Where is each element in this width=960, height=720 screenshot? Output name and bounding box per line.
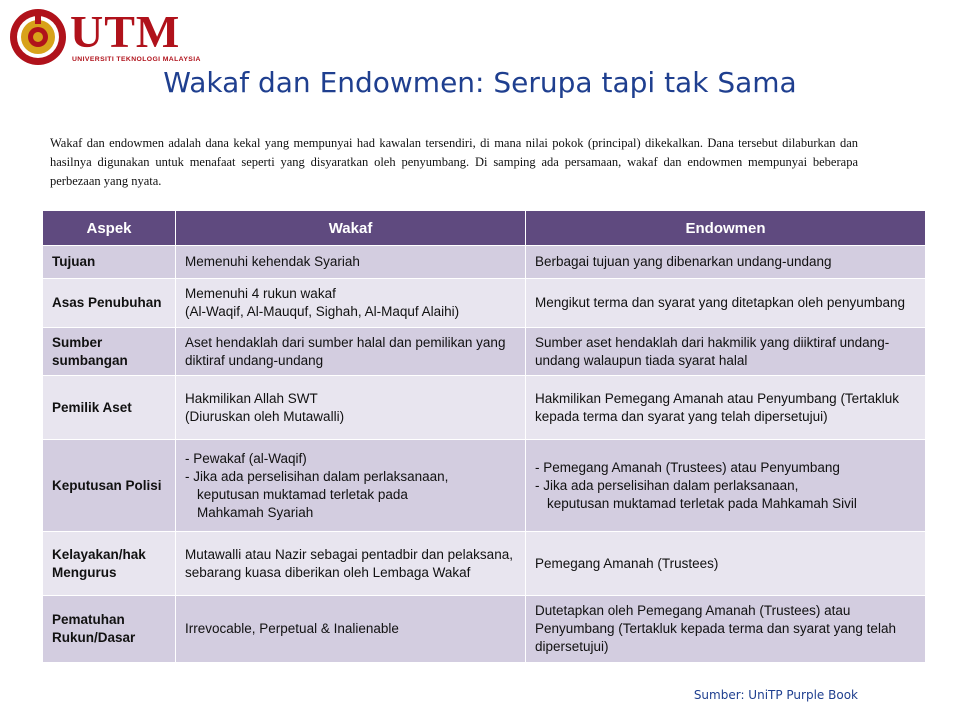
cell-aspek: Asas Penubuhan	[43, 279, 176, 328]
cell-wakaf	[176, 376, 526, 440]
table-row	[43, 246, 926, 279]
cell-endowmen	[526, 440, 926, 532]
comparison-table	[42, 210, 926, 663]
cell-line: Irrevocable, Perpetual & Inalienable	[185, 621, 399, 636]
cell-wakaf	[176, 246, 526, 279]
cell-aspek: Kelayakan/hak Mengurus	[43, 532, 176, 596]
cell-line: Memenuhi kehendak Syariah	[185, 254, 360, 269]
cell-line: Aset hendaklah dari sumber halal dan pemilikan yang diktiraf undang-undang	[185, 334, 506, 368]
cell-line: Pemegang Amanah (Trustees)	[535, 555, 719, 571]
cell-aspek: Tujuan	[43, 246, 176, 279]
table-row	[43, 279, 926, 328]
cell-wakaf	[176, 532, 526, 596]
cell-line: Memenuhi 4 rukun wakaf	[185, 286, 336, 301]
source-credit: Sumber: UniTP Purple Book	[693, 688, 858, 702]
cell-endowmen	[526, 596, 926, 663]
slide-title: Wakaf dan Endowmen: Serupa tapi tak Sama	[163, 66, 797, 99]
cell-endowmen	[526, 532, 926, 596]
cell-line: - Jika ada perselisihan dalam perlaksanaan,	[185, 468, 449, 484]
cell-wakaf	[176, 440, 526, 532]
table-header-row	[43, 211, 926, 246]
cell-line: - Pemegang Amanah (Trustees) atau Penyumbang	[535, 459, 840, 475]
intro-paragraph: Wakaf dan endowmen adalah dana kekal yang mempunyai had kawalan tersendiri, di mana nilai pokok (principal) dikekalkan. Dana tersebut dilaburkan dan hasilnya digunakan untuk menafaat seperti yang disyaratkan oleh penyumbang. Di samping ada persamaan, wakaf dan endowmen mempunyai beberapa perbezaan yang nyata.	[50, 136, 858, 188]
cell-wakaf	[176, 596, 526, 663]
logo-wordmark: UTM	[70, 6, 181, 57]
cell-line: Hakmilikan Allah SWT	[185, 390, 318, 406]
table-row	[43, 440, 926, 532]
table-row	[43, 532, 926, 596]
cell-line: - Jika ada perselisihan dalam perlaksanaan,	[535, 477, 799, 493]
cell-aspek: Keputusan Polisi	[43, 440, 176, 532]
cell-line: Dutetapkan oleh Pemegang Amanah (Trustees) atau Penyumbang (Tertakluk kepada terma dan syarat yang telah dipersetujui)	[535, 603, 896, 654]
cell-line: Sumber aset hendaklah dari hakmilik yang diiktiraf undang-undang walaupun tiada syarat halal	[535, 334, 890, 368]
cell-line: keputusan muktamad terletak pada	[197, 486, 408, 502]
table-row	[43, 596, 926, 663]
cell-wakaf	[176, 328, 526, 376]
table-row	[43, 328, 926, 376]
logo-subtitle: UNIVERSITI TEKNOLOGI MALAYSIA	[72, 56, 201, 63]
cell-wakaf	[176, 279, 526, 328]
cell-line: keputusan muktamad terletak pada Mahkamah Sivil	[547, 495, 857, 511]
header-aspek: Aspek	[43, 211, 176, 246]
utm-crest-icon	[8, 6, 68, 66]
cell-line: Berbagai tujuan yang dibenarkan undang-undang	[535, 254, 832, 269]
cell-line: Mutawalli atau Nazir sebagai pentadbir dan pelaksana, sebarang kuasa diberikan oleh Lembaga Wakaf	[185, 546, 513, 580]
cell-line: Mahkamah Syariah	[197, 504, 314, 520]
cell-endowmen	[526, 246, 926, 279]
cell-aspek: Pematuhan Rukun/Dasar	[43, 596, 176, 663]
cell-endowmen	[526, 376, 926, 440]
header-wakaf: Wakaf	[176, 211, 526, 246]
cell-line: - Pewakaf (al-Waqif)	[185, 450, 307, 466]
cell-endowmen	[526, 328, 926, 376]
cell-aspek: Pemilik Aset	[43, 376, 176, 440]
utm-logo	[8, 6, 201, 72]
header-endowmen: Endowmen	[526, 211, 926, 246]
cell-aspek: Sumber sumbangan	[43, 328, 176, 376]
cell-line: (Al-Waqif, Al-Mauquf, Sighah, Al-Maquf Alaihi)	[185, 304, 460, 319]
cell-endowmen	[526, 279, 926, 328]
table-row	[43, 376, 926, 440]
cell-line: Mengikut terma dan syarat yang ditetapkan oleh penyumbang	[535, 295, 905, 310]
cell-line: Hakmilikan Pemegang Amanah atau Penyumbang (Tertakluk kepada terma dan syarat yang telah dipersetujui)	[535, 390, 899, 424]
cell-line: (Diuruskan oleh Mutawalli)	[185, 408, 345, 424]
